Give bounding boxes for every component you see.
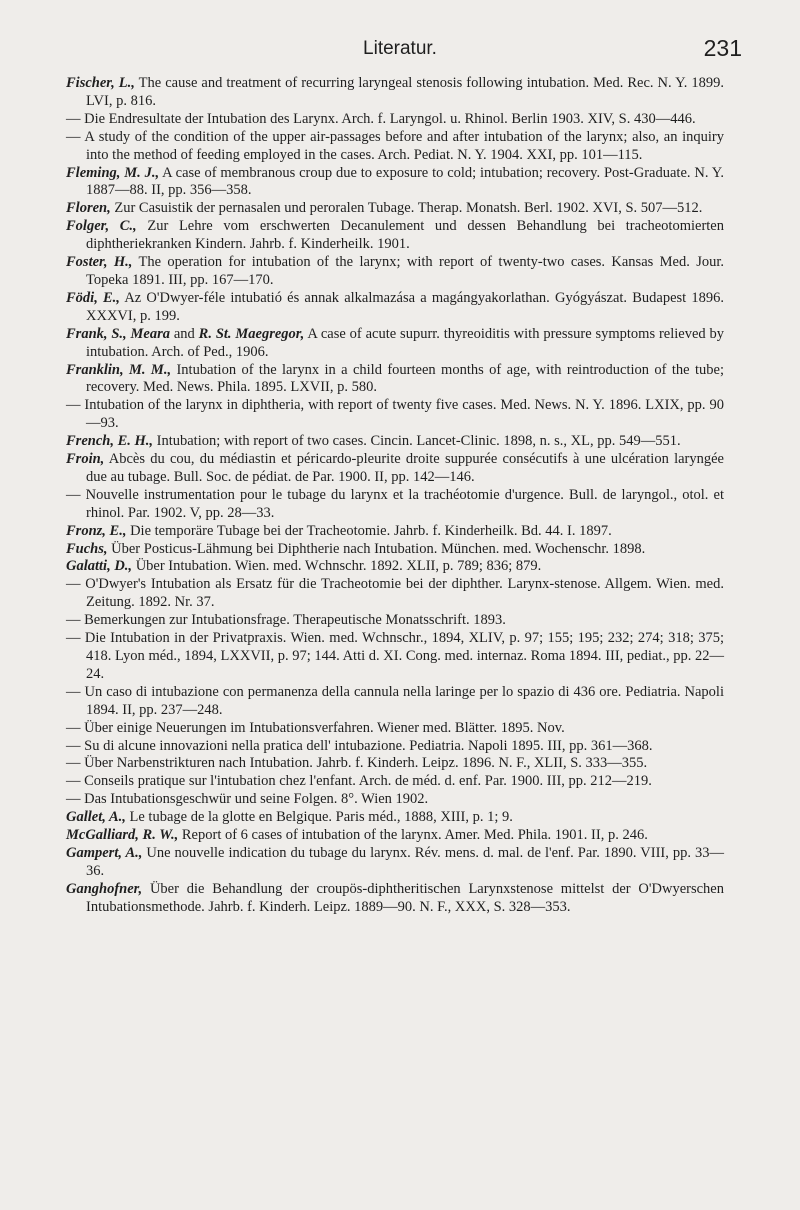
reference-text: Abcès du cou, du médiastin et péricardo-pleurite droite suppurée consécutifs à une ulcération laryngée due au tubage. Bull. Soc. de pédiat. de Par. 1900. II, pp. 142—146. [86, 451, 724, 485]
reference-text: — Über einige Neuerungen im Intubationsverfahren. Wiener med. Blätter. 1895. Nov. [66, 719, 565, 736]
reference-author: Froin, [66, 451, 105, 468]
page-header [0, 35, 800, 62]
reference-text: A case of acute supurr. thyreoiditis with pressure symptoms relieved by intubation. Arch. of Ped., 1906. [86, 325, 725, 360]
reference-list [66, 75, 724, 917]
reference-text: — Conseils pratique sur l'intubation chez l'enfant. Arch. de méd. d. enf. Par. 1900. III, pp. 212—219. [66, 773, 652, 790]
reference-text: Die temporäre Tubage bei der Tracheotomie. Jahrb. f. Kinderheilk. Bd. 44. I. 1897. [126, 522, 612, 539]
page-number: 231 [703, 35, 742, 61]
reference-text: Une nouvelle indication du tubage du larynx. Rév. mens. d. mal. de l'enf. Par. 1890. VIII, pp. 33—36. [86, 844, 724, 879]
reference-text: Über die Behandlung der croupös-diphtheritischen Larynxstenose mittelst der O'Dwyerschen Intubationsmethode. Jahrb. f. Kinderh. Leipz. 1889—90. N. F., XXX, S. 328—353. [86, 880, 724, 915]
reference-author: Folger, C., [66, 218, 137, 235]
reference-entry [66, 326, 724, 362]
reference-text: — Su di alcune innovazioni nella pratica dell' intubazione. Pediatria. Napoli 1895. III, pp. 361—368. [66, 737, 653, 754]
reference-entry [66, 720, 724, 738]
reference-entry [66, 290, 724, 326]
reference-text: Zur Lehre vom erschwerten Decanulement und dessen Behandlung bei tracheotomierten diphtheriekranken Kindern. Jahrb. f. Kinderheilk. 1901. [86, 218, 724, 253]
reference-author: Fronz, E., [66, 522, 127, 539]
reference-text: — A study of the condition of the upper air-passages before and after intubation of the larynx; also, an inquiry into the method of feeding employed in the cases. Arch. Pediat. N. Y. 1904. XXI, pp. 101—115. [66, 128, 724, 163]
reference-entry [66, 523, 724, 541]
running-title: Literatur. [363, 38, 437, 59]
reference-entry [66, 738, 724, 756]
reference-author: Fuchs, [66, 540, 108, 557]
reference-entry [66, 254, 724, 290]
reference-entry [66, 576, 724, 612]
reference-entry [66, 218, 724, 254]
reference-entry [66, 397, 724, 433]
reference-text: — Das Intubationsgeschwür und seine Folgen. 8°. Wien 1902. [66, 791, 429, 808]
reference-author: Gallet, A., [66, 809, 126, 826]
reference-author: Gampert, A., [66, 844, 143, 861]
reference-entry [66, 75, 724, 111]
reference-entry [66, 845, 724, 881]
reference-entry [66, 809, 724, 827]
reference-entry [66, 684, 724, 720]
reference-author: McGalliard, R. W., [66, 827, 179, 844]
reference-entry [66, 111, 724, 129]
reference-author: Franklin, M. M., [66, 361, 172, 378]
reference-entry [66, 881, 724, 917]
reference-author: Födi, E., [66, 289, 120, 306]
reference-text: — Die Endresultate der Intubation des Larynx. Arch. f. Laryngol. u. Rhinol. Berlin 1903. XIV, S. 430—446. [66, 110, 696, 127]
reference-text: — Über Narbenstrikturen nach Intubation. Jahrb. f. Kinderh. Leipz. 1896. N. F., XLII, S. 333—355. [66, 755, 648, 772]
reference-author: Ganghofner, [66, 880, 143, 897]
reference-entry [66, 200, 724, 218]
reference-text: Le tubage de la glotte en Belgique. Paris méd., 1888, XIII, p. 1; 9. [125, 809, 513, 826]
reference-text: A case of membranous croup due to exposure to cold; intubation; recovery. Post-Graduate. N. Y. 1887—88. II, pp. 356—358. [86, 164, 724, 199]
reference-entry [66, 827, 724, 845]
reference-entry [66, 630, 724, 684]
reference-entry [66, 558, 724, 576]
reference-author: R. St. Maegregor, [198, 325, 305, 342]
reference-entry [66, 755, 724, 773]
reference-entry [66, 541, 724, 559]
reference-text: The operation for intubation of the larynx; with report of twenty-two cases. Kansas Med. Jour. Topeka 1891. III, pp. 167—170. [86, 254, 724, 288]
reference-text: Report of 6 cases of intubation of the larynx. Amer. Med. Phila. 1901. II, p. 246. [178, 827, 648, 844]
reference-author: Foster, H., [66, 254, 133, 271]
reference-text: — Bemerkungen zur Intubationsfrage. Therapeutische Monatsschrift. 1893. [66, 612, 506, 629]
reference-entry [66, 773, 724, 791]
reference-text: The cause and treatment of recurring laryngeal stenosis following intubation. Med. Rec. N. Y. 1899. LVI, p. 816. [86, 75, 724, 109]
reference-author: Galatti, D., [66, 558, 133, 575]
reference-text: — Intubation of the larynx in diphtheria, with report of twenty five cases. Med. News. N. Y. 1896. LXIX, pp. 90—93. [66, 397, 724, 432]
reference-text: Intubation of the larynx in a child fourteen months of age, with reintroduction of the tube; recovery. Med. News. Phila. 1895. LXVII, p. 580. [86, 361, 724, 396]
reference-entry [66, 433, 724, 451]
reference-author: Fleming, M. J., [66, 164, 160, 181]
reference-author: Fischer, L., [66, 75, 135, 91]
reference-text: — Un caso di intubazione con permanenza della cannula nella laringe per lo spazio di 436 ore. Pediatria. Napoli 1894. II, pp. 237—248. [66, 683, 724, 718]
reference-author: Frank, S., Meara [66, 325, 171, 342]
reference-text: and [170, 325, 199, 342]
reference-entry [66, 362, 724, 398]
reference-text: — Die Intubation in der Privatpraxis. Wien. med. Wchnschr., 1894, XLIV, p. 97; 155; 195; 232; 274; 318; 375; 418. Lyon méd., 1894, LXXVII, p. 97; 144. Atti d. XI. Cong. med. internaz. Roma 1894. III, pediat., pp. 22—24. [66, 630, 724, 682]
reference-text: Über Posticus-Lähmung bei Diphtherie nach Intubation. München. med. Wochenschr. 1898. [107, 540, 646, 557]
reference-text: — Nouvelle instrumentation pour le tubage du larynx et la trachéotomie d'urgence. Bull. de laryngol., otol. et rhinol. Par. 1902. V, pp. 28—33. [66, 486, 724, 521]
reference-author: Floren, [66, 200, 111, 217]
reference-text: Über Intubation. Wien. med. Wchnschr. 1892. XLII, p. 789; 836; 879. [132, 558, 542, 575]
reference-entry [66, 129, 724, 165]
reference-entry [66, 612, 724, 630]
reference-entry [66, 451, 724, 487]
reference-entry [66, 487, 724, 523]
reference-text: Zur Casuistik der pernasalen und peroralen Tubage. Therap. Monatsh. Berl. 1902. XVI, S. 507—512. [110, 200, 703, 217]
reference-text: — O'Dwyer's Intubation als Ersatz für die Tracheotomie bei der diphther. Larynx-stenose. Allgem. Wien. med. Zeitung. 1892. Nr. 37. [66, 576, 724, 611]
reference-author: French, E. H., [66, 433, 154, 450]
reference-entry [66, 165, 724, 201]
reference-text: Az O'Dwyer-féle intubatió és annak alkalmazása a magángyakorlathan. Gyógyászat. Budapest 1896. XXXVI, p. 199. [86, 289, 725, 324]
reference-text: Intubation; with report of two cases. Cincin. Lancet-Clinic. 1898, n. s., XL, pp. 549—551. [153, 433, 681, 450]
reference-entry [66, 791, 724, 809]
